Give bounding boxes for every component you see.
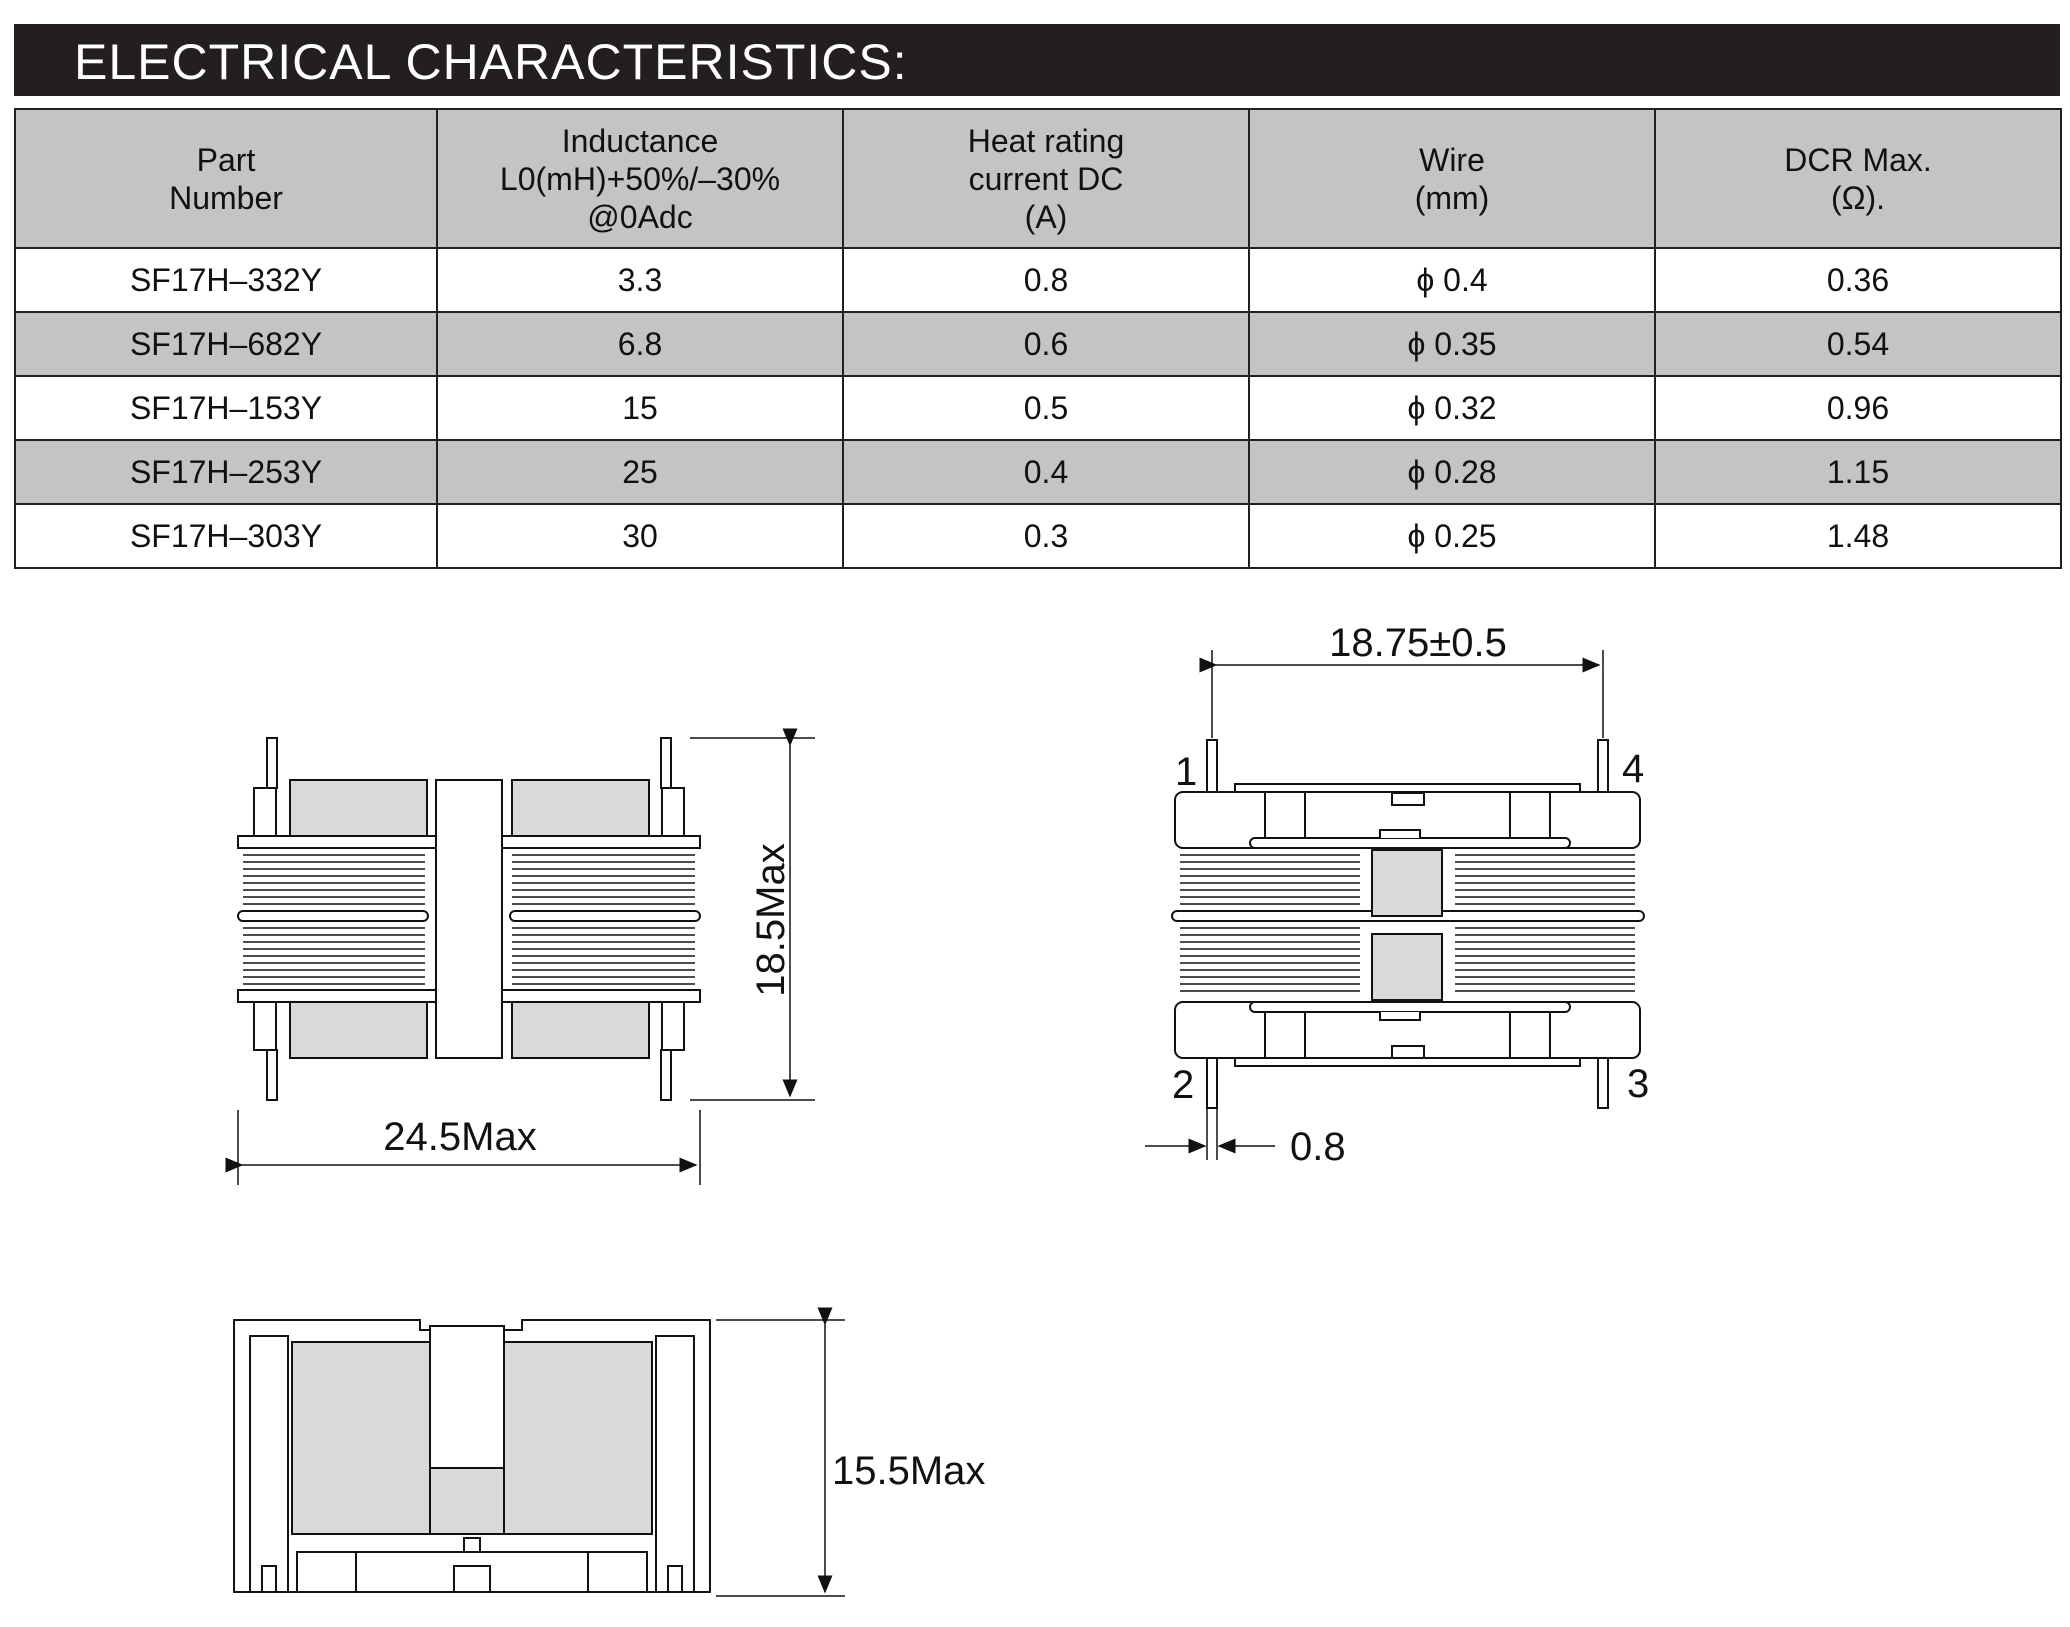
header-inductance: Inductance L0(mH)+50%/–30% @0Adc: [437, 109, 843, 248]
cell-inductance: 25: [437, 440, 843, 504]
side-height-dimension: 15.5Max: [832, 1449, 986, 1493]
cell-dcr: 0.96: [1655, 376, 2061, 440]
cell-wire: ϕ 0.28: [1249, 440, 1655, 504]
cell-dcr: 0.54: [1655, 312, 2061, 376]
cell-current: 0.4: [843, 440, 1249, 504]
side-view-drawing: [234, 1320, 845, 1596]
pin-width-dimension: 0.8: [1290, 1125, 1346, 1169]
cell-current: 0.3: [843, 504, 1249, 568]
cell-wire: ϕ 0.32: [1249, 376, 1655, 440]
cell-wire: ϕ 0.25: [1249, 504, 1655, 568]
cell-dcr: 0.36: [1655, 248, 2061, 312]
cell-part-number: SF17H–303Y: [15, 504, 437, 568]
cell-wire: ϕ 0.35: [1249, 312, 1655, 376]
cell-current: 0.8: [843, 248, 1249, 312]
cell-part-number: SF17H–682Y: [15, 312, 437, 376]
page-title: ELECTRICAL CHARACTERISTICS:: [74, 34, 908, 90]
header-part-number: Part Number: [15, 109, 437, 248]
cell-part-number: SF17H–153Y: [15, 376, 437, 440]
front-width-dimension: 24.5Max: [383, 1115, 537, 1159]
pin-label-3: 3: [1627, 1062, 1650, 1106]
cell-dcr: 1.15: [1655, 440, 2061, 504]
cell-current: 0.6: [843, 312, 1249, 376]
cell-inductance: 15: [437, 376, 843, 440]
cell-inductance: 6.8: [437, 312, 843, 376]
pin-span-dimension: 18.75±0.5: [1329, 621, 1507, 665]
front-height-dimension: 18.5Max: [749, 843, 793, 997]
cell-inductance: 3.3: [437, 248, 843, 312]
cell-part-number: SF17H–332Y: [15, 248, 437, 312]
cell-wire: ϕ 0.4: [1249, 248, 1655, 312]
pin-label-2: 2: [1172, 1063, 1195, 1107]
pin-label-4: 4: [1622, 747, 1645, 791]
pin-label-1: 1: [1175, 750, 1198, 794]
header-dcr: DCR Max. (Ω).: [1655, 109, 2061, 248]
cell-current: 0.5: [843, 376, 1249, 440]
cell-dcr: 1.48: [1655, 504, 2061, 568]
header-wire: Wire (mm): [1249, 109, 1655, 248]
cell-part-number: SF17H–253Y: [15, 440, 437, 504]
top-view-drawing: [1145, 650, 1644, 1160]
cell-inductance: 30: [437, 504, 843, 568]
header-heat-rating: Heat rating current DC (A): [843, 109, 1249, 248]
